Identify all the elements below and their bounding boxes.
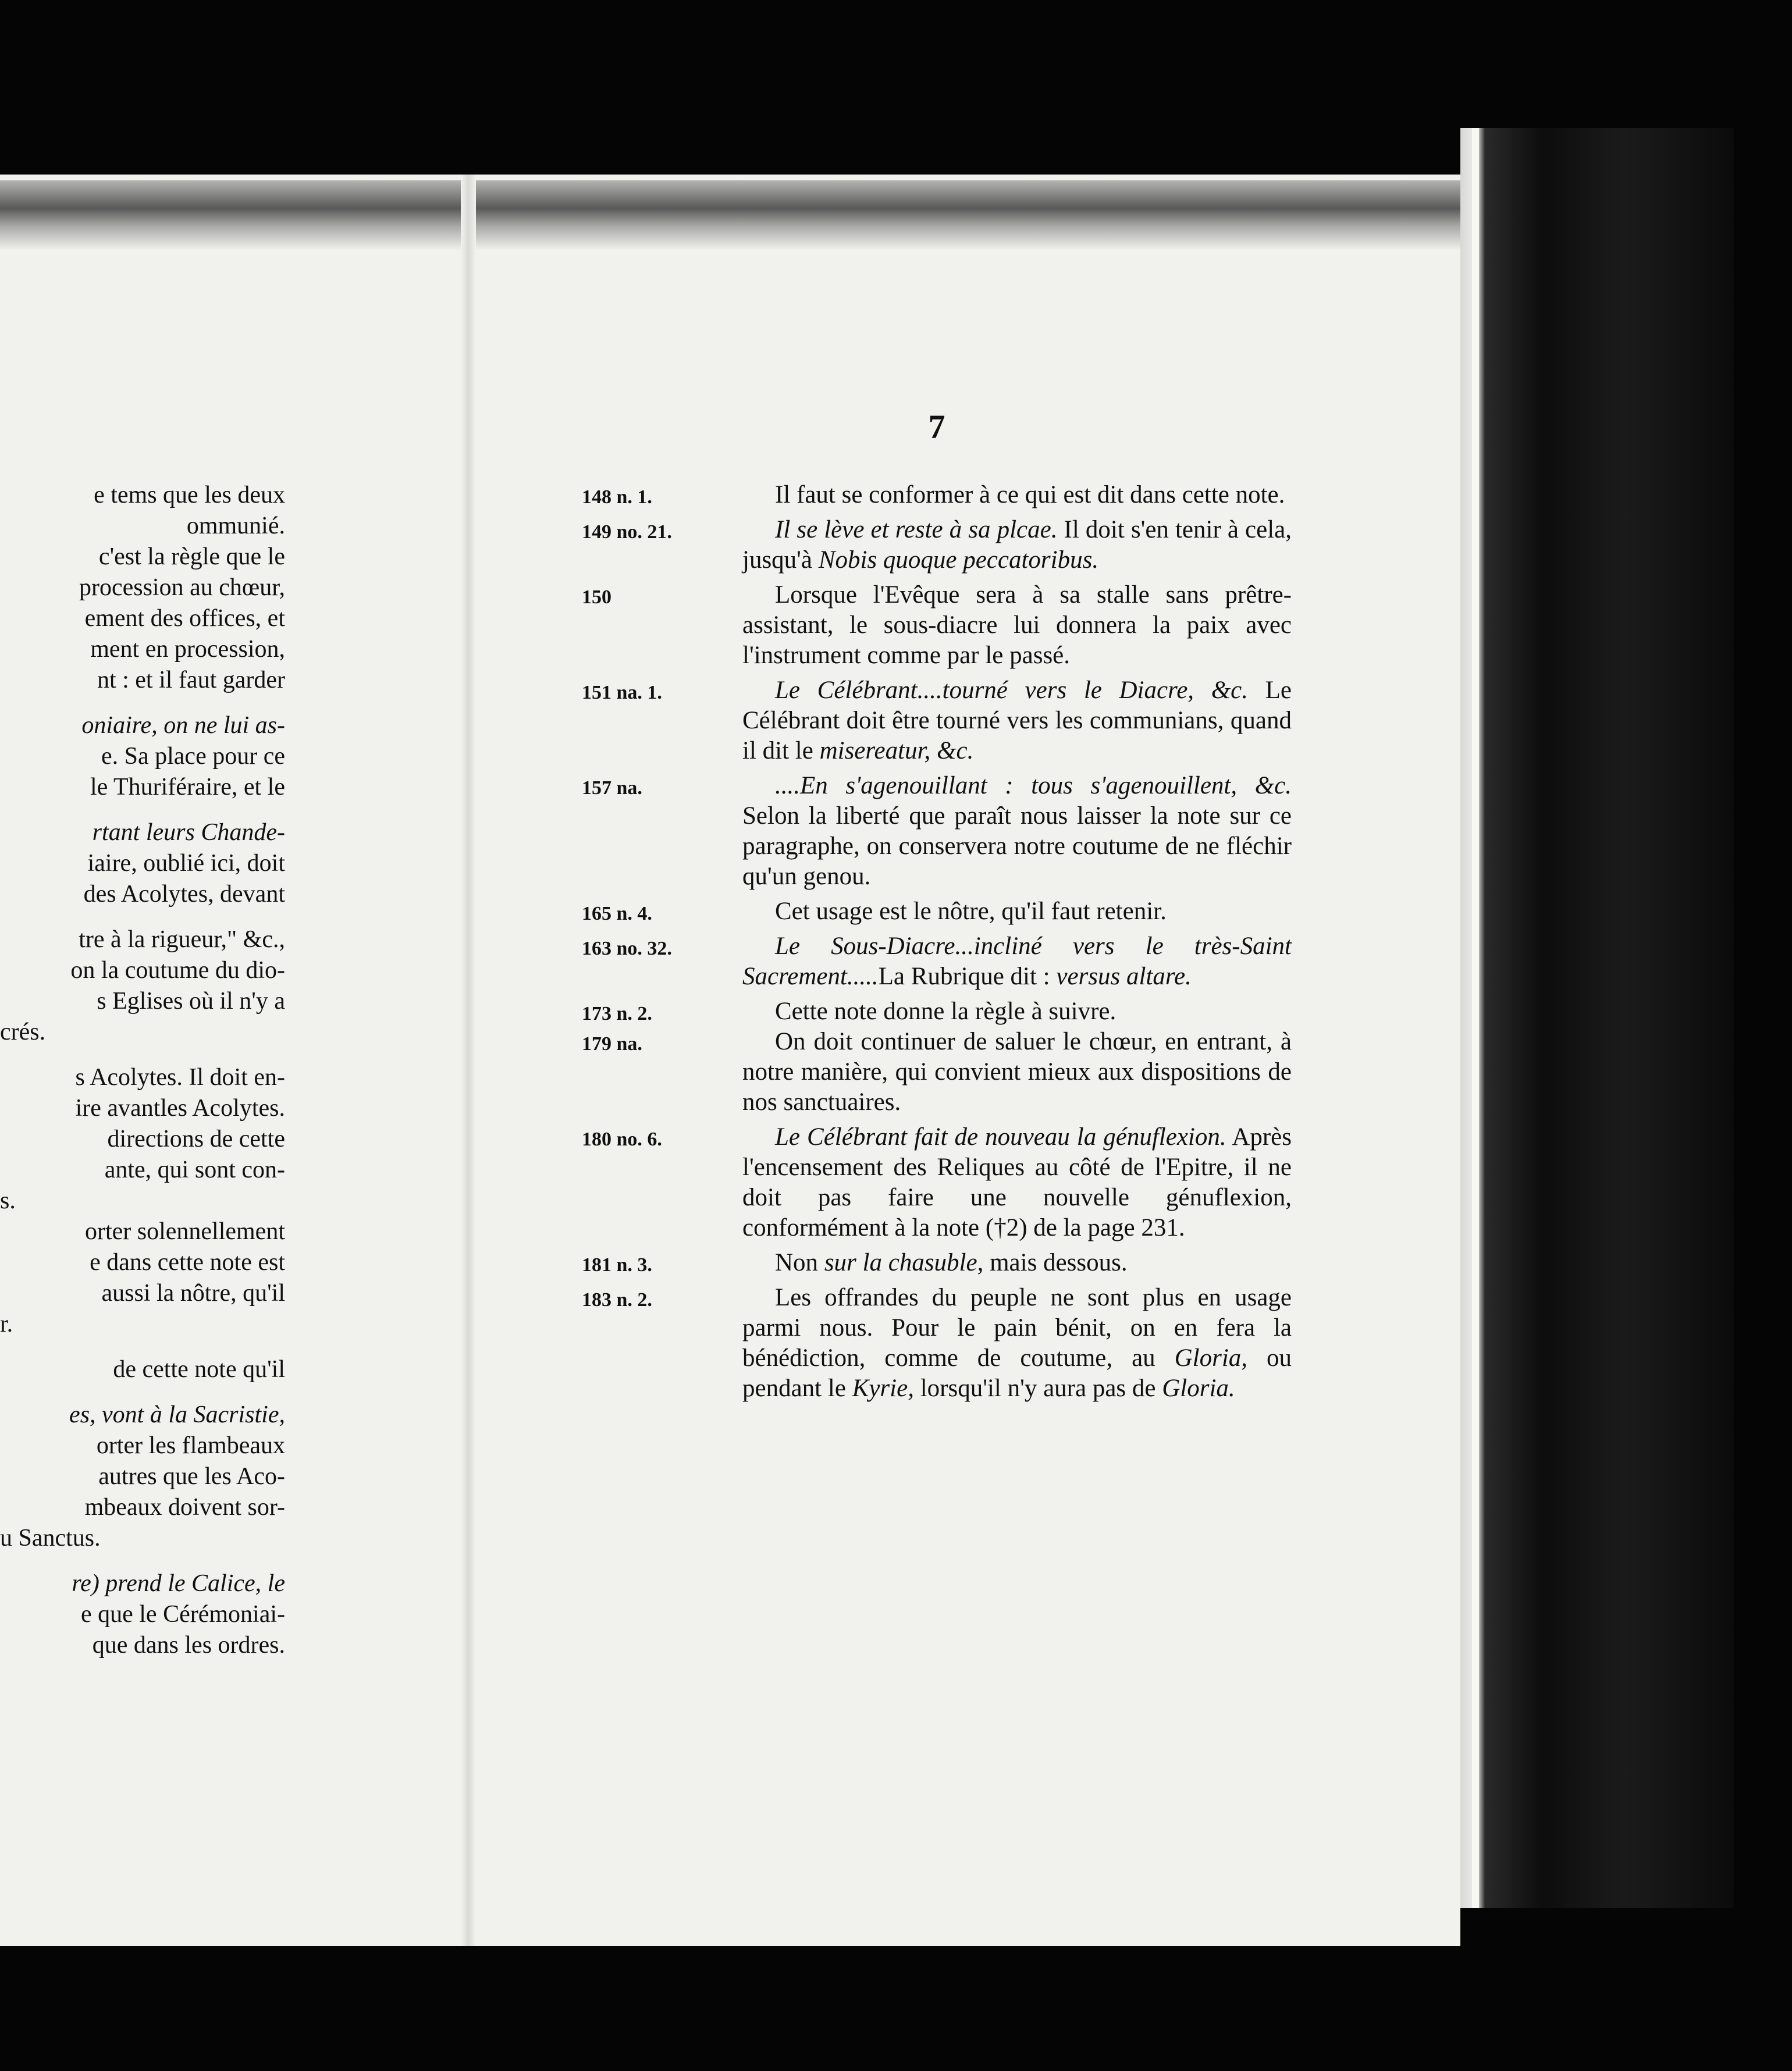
page-number: 7 (928, 408, 945, 446)
note-entry (582, 1122, 1292, 1243)
entry-text: Les offrandes du peuple ne sont plus en usage parmi nous. Pour le pain bénit, on en fera la bénédiction, comme de coutume, au (742, 1284, 1292, 1372)
entry-italic: sur la chasuble, (824, 1249, 984, 1276)
note-entry (582, 896, 1292, 927)
left-line: directions de cette (107, 1126, 285, 1152)
left-line: s Eglises où il n'y a (97, 988, 285, 1015)
entry-reference: 165 n. 4. (582, 903, 652, 924)
left-line: e. Sa place pour ce (101, 743, 285, 770)
left-line: e dans cette note est (90, 1249, 285, 1276)
note-entry (582, 1248, 1292, 1278)
entry-text: On doit continuer de saluer le chœur, en entrant, à notre manière, qui convient mieux aux dispositions de nos sanctuaires. (742, 1028, 1292, 1116)
entry-reference: 149 no. 21. (582, 521, 672, 543)
entry-italic: versus altare. (1056, 963, 1192, 990)
left-line: nt : et il faut garder (97, 667, 285, 693)
left-line: ante, qui sont con- (104, 1157, 285, 1183)
entry-italic: Gloria, (1174, 1344, 1248, 1372)
right-page-column (582, 480, 1292, 1408)
left-line: e que le Cérémoniai- (80, 1601, 285, 1628)
left-line: des Acolytes, devant (83, 881, 285, 908)
entry-italic: misereatur, &c. (819, 737, 974, 764)
entry-reference: 150 (582, 586, 611, 608)
entry-reference: 179 na. (582, 1033, 642, 1055)
left-line: es, vont à la Sacristie, (69, 1401, 285, 1428)
left-line: on la coutume du dio- (70, 957, 285, 984)
left-line: ommunié. (186, 513, 285, 539)
left-line: de cette note qu'il (113, 1356, 285, 1383)
entry-text: La Rubrique dit : (878, 963, 1057, 990)
note-entry (582, 480, 1292, 510)
note-entry (582, 1027, 1292, 1118)
left-line: e tems que les deux (94, 482, 285, 508)
scan-background-bottom (0, 1946, 1792, 2071)
note-entry (582, 1283, 1292, 1404)
left-line: tre à la rigueur," &c., (79, 926, 285, 953)
torn-top-edge (0, 180, 1460, 250)
entry-italic: Le Sous-Diacre...incliné vers le très-Saint Sacrement..... (742, 933, 1292, 990)
left-line: crés. (0, 1019, 46, 1045)
entry-text: Il doit s'en tenir à cela, jusqu'à (742, 516, 1292, 574)
left-line: le Thuriféraire, et le (90, 774, 285, 800)
entry-reference: 180 no. 6. (582, 1129, 662, 1150)
entry-reference: 157 na. (582, 777, 642, 799)
note-entry (582, 515, 1292, 575)
entry-text: Lorsque l'Evêque sera à sa stalle sans prêtre-assistant, le sous-diacre lui donnera la paix avec l'instrument comme par le passé. (742, 581, 1292, 669)
entry-text: Cet usage est le nôtre, qu'il faut retenir. (775, 898, 1167, 925)
left-line: u Sanctus. (0, 1525, 101, 1552)
left-line: autres que les Aco- (98, 1463, 285, 1490)
entry-reference: 148 n. 1. (582, 486, 652, 508)
left-line: ement des offices, et (84, 605, 285, 632)
page-stack-edge (1460, 128, 1734, 1908)
left-line: ment en procession, (90, 636, 285, 663)
left-line: procession au chœur, (79, 574, 285, 601)
entry-text: Après l'encensement des Reliques au côté de l'Epitre, il ne doit pas faire une nouvelle génuflexion, conformément à la note (†2) de la page 231. (742, 1123, 1292, 1241)
entry-reference: 173 n. 2. (582, 1003, 652, 1024)
entry-text: Il faut se conformer à ce qui est dit dans cette note. (775, 481, 1285, 508)
left-line: c'est la règle que le (98, 543, 285, 570)
left-line: aussi la nôtre, qu'il (101, 1280, 285, 1307)
note-entry (582, 675, 1292, 766)
entry-text: Selon la liberté que paraît nous laisser la note sur ce paragraphe, on conservera notre coutume de ne fléchir qu'un genou. (742, 802, 1292, 890)
left-line: que dans les ordres. (92, 1632, 285, 1659)
left-line: s. (0, 1187, 16, 1214)
entry-reference: 183 n. 2. (582, 1289, 652, 1311)
entry-italic: ....En s'agenouillant : tous s'agenouillent, &c. (775, 772, 1292, 799)
entry-reference: 163 no. 32. (582, 938, 672, 959)
entry-italic: Le Célébrant....tourné vers le Diacre, &c. (775, 677, 1248, 704)
entry-italic: Kyrie, (852, 1375, 914, 1402)
left-line: ire avantles Acolytes. (75, 1095, 285, 1122)
left-page-column (0, 480, 285, 1661)
left-line: s Acolytes. Il doit en- (75, 1064, 285, 1091)
left-line: r. (0, 1311, 13, 1337)
entry-text: mais dessous. (983, 1249, 1128, 1276)
entry-italic: Le Célébrant fait de nouveau la génuflexion. (775, 1123, 1226, 1151)
entry-italic: Nobis quoque peccatoribus. (818, 546, 1099, 574)
book-gutter (461, 175, 476, 1946)
note-entry (582, 997, 1292, 1027)
left-line: orter les flambeaux (96, 1432, 285, 1459)
note-entry (582, 931, 1292, 992)
note-entry (582, 771, 1292, 892)
left-line: rtant leurs Chande- (92, 819, 285, 846)
left-line: oniaire, on ne lui as- (81, 712, 285, 739)
left-line: orter solennellement (84, 1218, 285, 1245)
entry-text: lorsqu'il n'y aura pas de (913, 1375, 1162, 1402)
entry-text: Le Célébrant doit être tourné vers les communians, quand il dit le (742, 677, 1292, 764)
left-line: re) prend le Calice, le (72, 1570, 285, 1597)
entry-text: ou pendant le (742, 1344, 1292, 1402)
entry-italic: Il se lève et reste à sa plcae. (775, 516, 1058, 543)
entry-reference: 151 na. 1. (582, 682, 662, 703)
entry-text: Cette note donne la règle à suivre. (775, 998, 1117, 1025)
entry-text: Non (775, 1249, 824, 1276)
entry-italic: Gloria. (1162, 1375, 1235, 1402)
left-line: iaire, oublié ici, doit (87, 850, 285, 877)
left-line: mbeaux doivent sor- (84, 1494, 285, 1521)
note-entry (582, 580, 1292, 671)
entry-reference: 181 n. 3. (582, 1254, 652, 1276)
